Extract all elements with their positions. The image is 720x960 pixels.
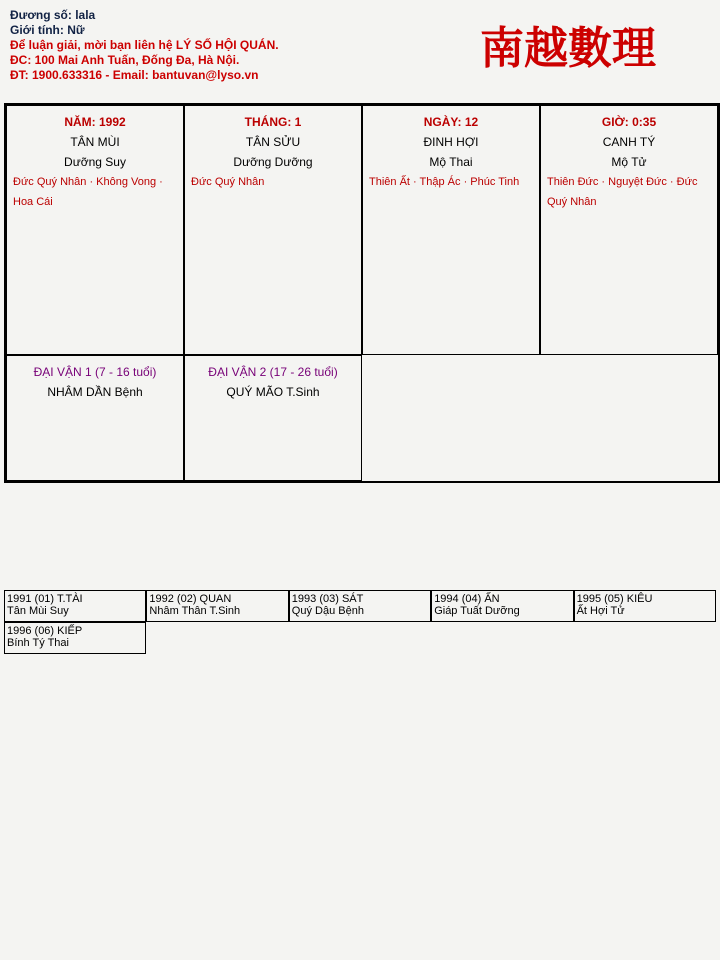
year-cell: [431, 590, 573, 622]
brand-logo: 南越數理: [480, 23, 656, 74]
year-can-chi: Nhâm Thân T.Sinh: [149, 605, 241, 617]
dai-van-title: ĐẠI VẬN 2 (17 - 26 tuổi): [208, 365, 338, 379]
year-label: 1991 (01) T.TÀI: [7, 593, 83, 605]
year-label: 1994 (04) ẤN: [434, 593, 500, 605]
subject-name: Đương số: lala: [10, 8, 96, 22]
pillar-hour: [540, 105, 718, 355]
year-cell: [289, 590, 431, 622]
pillar-title: GIỜ: 0:35: [601, 115, 657, 129]
year-can-chi: Tân Mùi Suy: [7, 605, 69, 617]
dai-van-2: [184, 355, 362, 481]
year-cell: [4, 590, 146, 622]
address-line: ĐC: 100 Mai Anh Tuấn, Đống Đa, Hà Nội.: [10, 53, 240, 67]
year-can-chi: Giáp Tuất Dưỡng: [434, 605, 520, 617]
year-label: 1992 (02) QUAN: [149, 593, 232, 605]
phone-email-line: ĐT: 1900.633316 - Email: bantuvan@lyso.vn: [10, 68, 259, 82]
year-grid: [4, 590, 716, 654]
header: [10, 8, 279, 83]
year-cell: [146, 590, 288, 622]
year-can-chi: Ất Hợi Tử: [576, 605, 625, 617]
pillar-title: NGÀY: 12: [423, 115, 479, 129]
pillar-stage: Dưỡng Suy: [64, 155, 126, 169]
dai-van-1: [6, 355, 184, 481]
pillar-can-chi: TÂN SỬU: [245, 135, 301, 149]
year-cell: [574, 590, 716, 622]
dai-van-can-chi: QUÝ MÃO T.Sinh: [226, 385, 320, 399]
year-can-chi: Quý Dậu Bệnh: [291, 605, 364, 617]
pillar-stars: Thiên Ất · Thập Ác · Phúc Tinh: [369, 176, 520, 188]
pillar-stars: Thiên Đức · Nguyệt Đức · Đức Quý Nhân: [547, 176, 698, 208]
pillar-title: THÁNG: 1: [244, 115, 302, 129]
pillar-stage: Mộ Tử: [611, 155, 647, 169]
pillar-month: [184, 105, 362, 355]
subject-gender: Giới tính: Nữ: [10, 23, 85, 37]
pillar-can-chi: TÂN MÙI: [70, 135, 120, 149]
dai-van-title: ĐẠI VẬN 1 (7 - 16 tuổi): [33, 365, 157, 379]
pillar-stars: Đức Quý Nhân: [191, 176, 265, 188]
pillar-day: [362, 105, 540, 355]
year-can-chi: Bính Tý Thai: [7, 637, 69, 649]
pillar-stage: Mộ Thai: [429, 155, 473, 169]
pillars-grid: [4, 103, 720, 483]
pillar-can-chi: CANH TÝ: [602, 135, 656, 149]
pillar-year: [6, 105, 184, 355]
pillar-title: NĂM: 1992: [64, 115, 126, 129]
year-label: 1996 (06) KIẾP: [7, 625, 83, 637]
pillar-stars: Đức Quý Nhân · Không Vong · Hoa Cái: [13, 176, 163, 208]
pillar-stage: Dưỡng Dưỡng: [233, 155, 313, 169]
contact-line: Để luận giải, mời bạn liên hệ LÝ SỐ HỘI QUÁN.: [10, 38, 279, 52]
pillar-can-chi: ĐINH HỢI: [423, 135, 479, 149]
dai-van-can-chi: NHÂM DẦN Bệnh: [47, 385, 143, 399]
year-cell: [4, 622, 146, 654]
year-label: 1995 (05) KIÊU: [576, 593, 653, 605]
year-label: 1993 (03) SÁT: [291, 593, 364, 605]
